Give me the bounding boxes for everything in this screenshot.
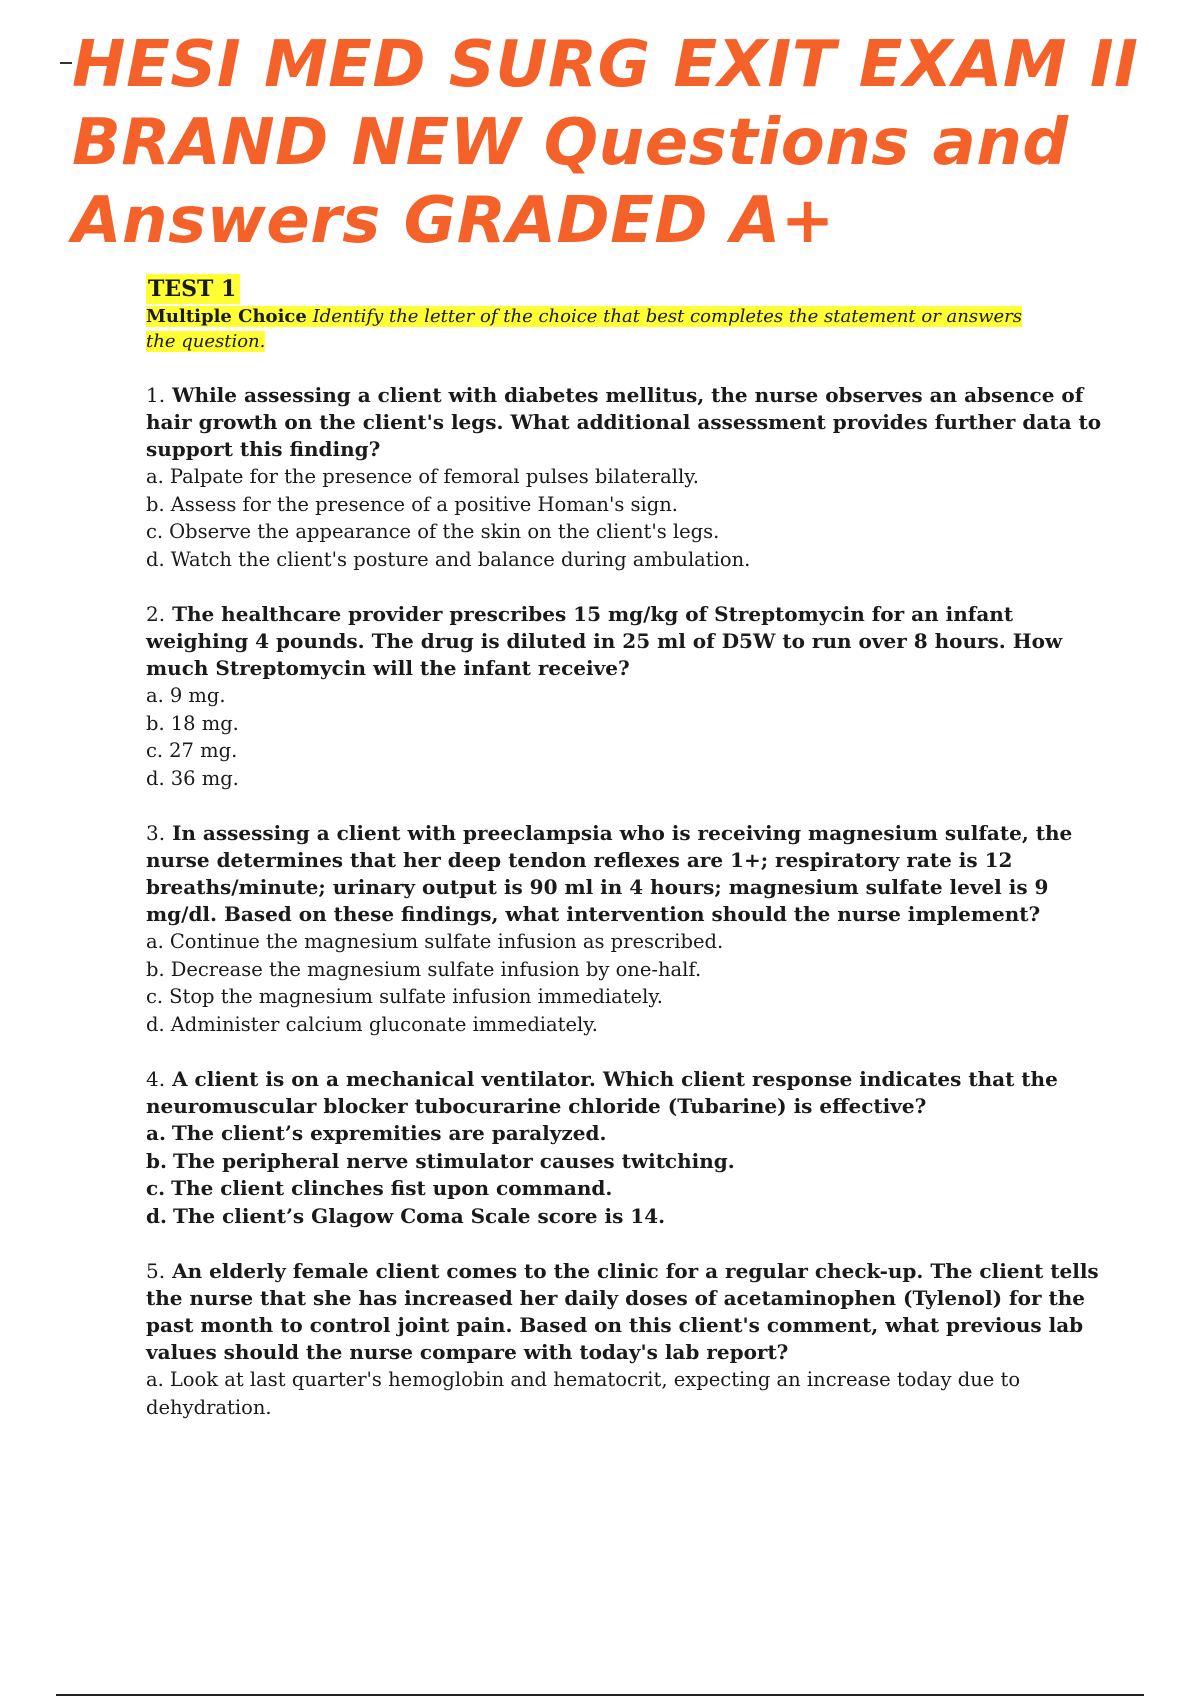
question-4 xyxy=(146,1066,1106,1230)
option-text: Stop the magnesium sulfate infusion immediately. xyxy=(169,985,663,1008)
instructions-highlight xyxy=(146,306,1022,352)
question-3 xyxy=(146,820,1106,1038)
question-stem xyxy=(146,382,1106,463)
title-line-2: BRAND NEW Questions and xyxy=(72,106,1069,180)
option-letter: b. xyxy=(146,957,165,981)
answer-option xyxy=(146,1148,1106,1176)
option-text: Palpate for the presence of femoral pulses bilaterally. xyxy=(169,465,699,488)
answer-options xyxy=(146,463,1106,573)
option-letter: d. xyxy=(146,1012,165,1036)
option-text: Administer calcium gluconate immediately. xyxy=(170,1012,598,1036)
option-text: The client’s Glagow Coma Scale score is 14. xyxy=(172,1203,666,1228)
question-number: 4. xyxy=(146,1067,166,1091)
answer-option xyxy=(146,491,1106,519)
option-letter: a. xyxy=(146,465,164,488)
option-text: The client’s expremities are paralyzed. xyxy=(171,1121,607,1145)
option-text: 18 mg. xyxy=(170,711,239,735)
exam-content xyxy=(146,274,1106,1421)
question-number: 2. xyxy=(146,602,166,626)
answer-option xyxy=(146,928,1106,956)
question-text: An elderly female client comes to the clinic for a regular check-up. The client tells the nurse that she has increased her daily doses of acetaminophen (Tylenol) for the past month to control joint pain. Based on this client's comment, what previous lab values should the nurse compare with today's lab report? xyxy=(146,1259,1099,1364)
question-text: The healthcare provider prescribes 15 mg/kg of Streptomycin for an infant weighing 4 pounds. The drug is diluted in 25 ml of D5W to run over 8 hours. How much Streptomycin will the infant receive? xyxy=(146,602,1063,680)
answer-option xyxy=(146,737,1106,765)
option-text: Look at last quarter's hemoglobin and hematocrit, expecting an increase today due to dehydration. xyxy=(146,1368,1021,1419)
answer-option xyxy=(146,518,1106,546)
answer-option xyxy=(146,710,1106,738)
question-text: While assessing a client with diabetes mellitus, the nurse observes an absence of hair growth on the client's legs. What additional assessment provides further data to support this finding? xyxy=(146,383,1102,461)
option-text: 9 mg. xyxy=(169,684,226,707)
answer-option xyxy=(146,682,1106,710)
option-letter: a. xyxy=(146,1121,166,1145)
title-line-3: Answers GRADED A+ xyxy=(72,184,835,258)
option-text: The peripheral nerve stimulator causes twitching. xyxy=(172,1148,735,1173)
option-letter: a. xyxy=(146,684,164,707)
instructions-text: Identify the letter of the choice that best completes the statement or answers the question. xyxy=(146,306,1023,352)
question-text: In assessing a client with preeclampsia who is receiving magnesium sulfate, the nurse determines that her deep tendon reflexes are 1+; respiratory rate is 12 breaths/minute; urinary output is 90 ml in 4 hours; magnesium sulfate level is 9 mg/dl. Based on these findings, what intervention should the nurse implement? xyxy=(146,821,1073,926)
answer-option xyxy=(146,1203,1106,1231)
question-stem xyxy=(146,1258,1106,1366)
question-stem xyxy=(146,1066,1106,1120)
option-text: The client clinches fist upon command. xyxy=(171,1176,613,1200)
test-header xyxy=(146,274,1106,304)
instructions xyxy=(146,304,1046,354)
answer-options xyxy=(146,1120,1106,1230)
question-2 xyxy=(146,601,1106,792)
answer-options xyxy=(146,1366,1106,1421)
option-letter: b. xyxy=(146,711,165,735)
option-letter: b. xyxy=(146,492,165,516)
title-dash xyxy=(60,62,72,64)
answer-option xyxy=(146,1175,1106,1203)
option-letter: a. xyxy=(146,1368,164,1391)
answer-option xyxy=(146,1120,1106,1148)
question-list xyxy=(146,382,1106,1421)
option-letter: c. xyxy=(146,739,164,762)
option-text: 36 mg. xyxy=(170,766,239,790)
option-letter: c. xyxy=(146,1176,166,1200)
answer-options xyxy=(146,928,1106,1038)
question-5 xyxy=(146,1258,1106,1421)
document-title xyxy=(72,26,1152,260)
answer-option xyxy=(146,546,1106,574)
option-text: 27 mg. xyxy=(169,739,238,762)
option-text: Watch the client's posture and balance during ambulation. xyxy=(170,547,751,571)
question-stem xyxy=(146,601,1106,682)
option-text: Observe the appearance of the skin on the client's legs. xyxy=(169,520,720,543)
question-1 xyxy=(146,382,1106,573)
test-label: TEST 1 xyxy=(146,274,240,304)
option-letter: d. xyxy=(146,766,165,790)
question-stem xyxy=(146,820,1106,928)
instructions-label: Multiple Choice xyxy=(146,306,307,327)
question-text: A client is on a mechanical ventilator. Which client response indicates that the neuromuscular blocker tubocurarine chloride (Tubarine) is effective? xyxy=(146,1067,1058,1118)
question-number: 3. xyxy=(146,821,166,845)
answer-option xyxy=(146,463,1106,491)
option-text: Decrease the magnesium sulfate infusion by one-half. xyxy=(170,957,702,981)
bottom-rule xyxy=(56,1694,1144,1696)
option-letter: a. xyxy=(146,930,164,953)
answer-option xyxy=(146,1366,1106,1421)
answer-option xyxy=(146,765,1106,793)
title-line-1: HESI MED SURG EXIT EXAM II xyxy=(72,28,1139,102)
option-letter: d. xyxy=(146,547,165,571)
option-text: Assess for the presence of a positive Homan's sign. xyxy=(170,492,679,516)
option-letter: c. xyxy=(146,985,164,1008)
answer-options xyxy=(146,682,1106,792)
question-number: 1. xyxy=(146,383,166,407)
option-text: Continue the magnesium sulfate infusion as prescribed. xyxy=(169,930,724,953)
option-letter: d. xyxy=(146,1203,167,1228)
answer-option xyxy=(146,956,1106,984)
option-letter: b. xyxy=(146,1148,167,1173)
option-letter: c. xyxy=(146,520,164,543)
answer-option xyxy=(146,983,1106,1011)
question-number: 5. xyxy=(146,1259,166,1283)
answer-option xyxy=(146,1011,1106,1039)
